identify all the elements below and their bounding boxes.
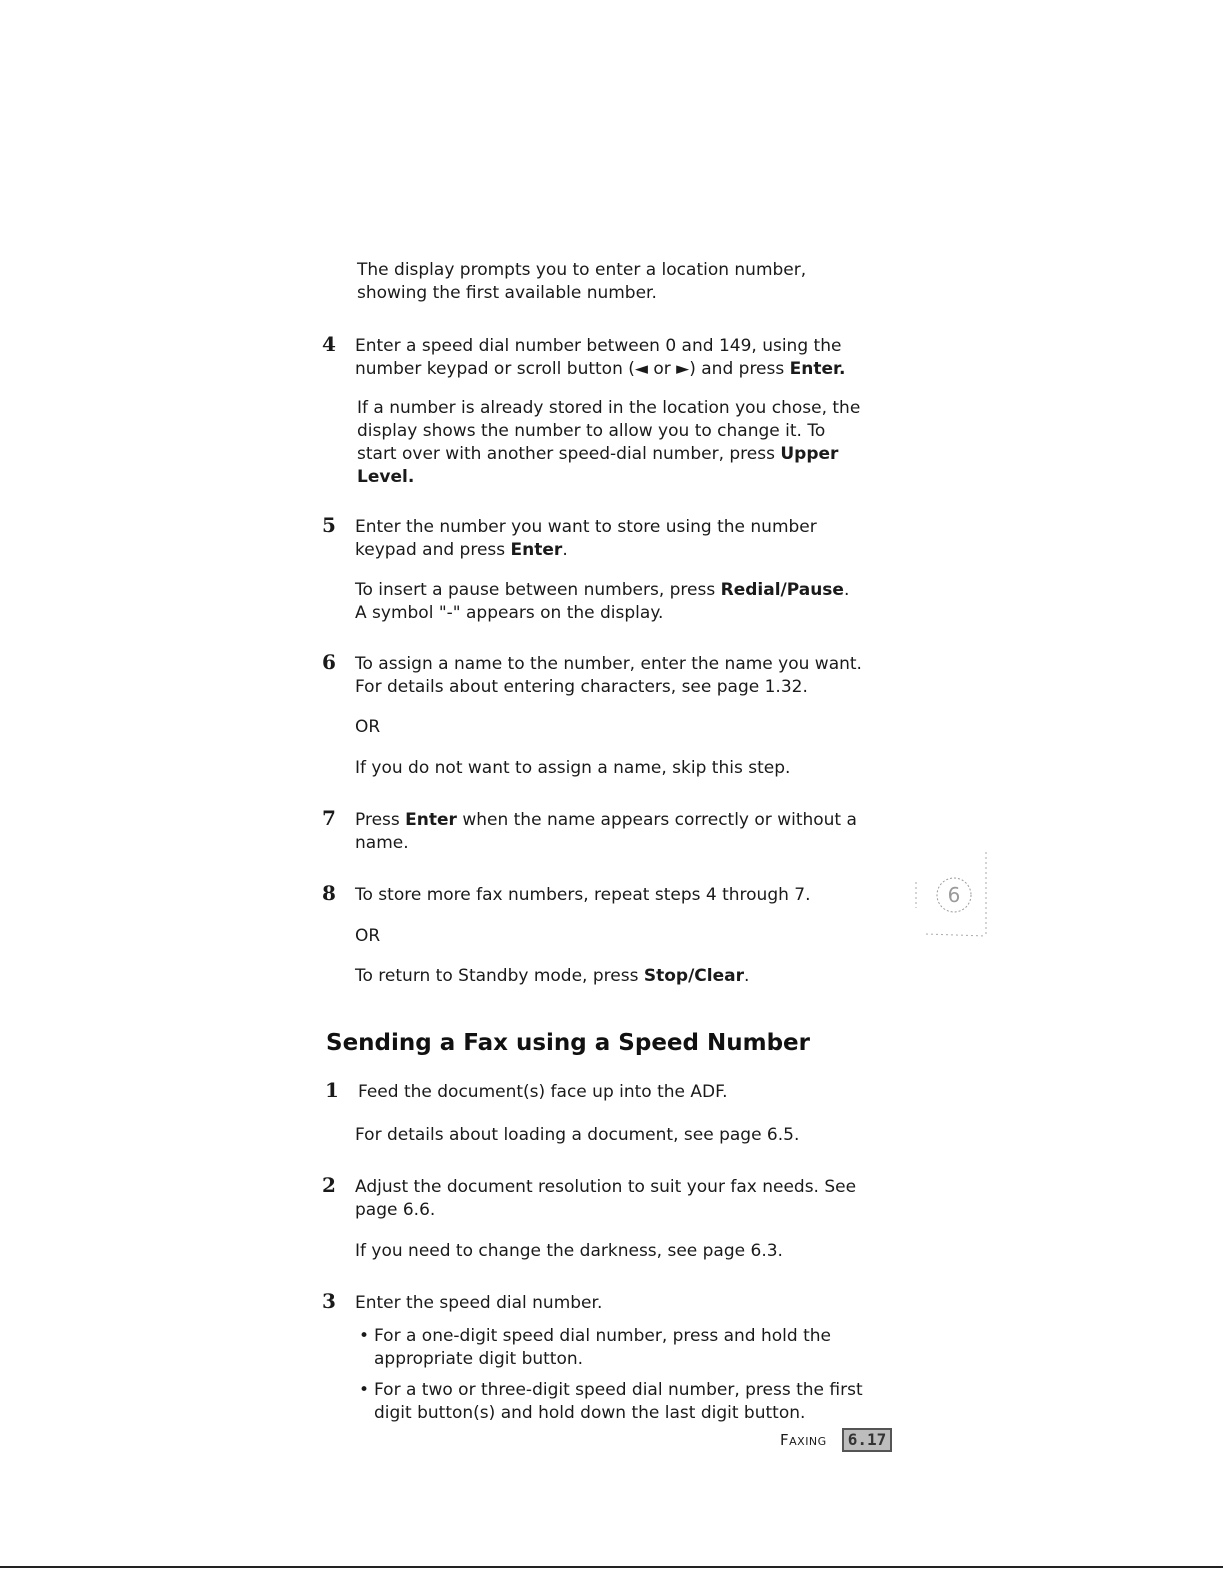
step-5-note: To insert a pause between numbers, press Redial/Pause. A symbol "-" appears on the display. <box>355 580 850 623</box>
step-number: 5 <box>322 513 336 537</box>
step-8-or: OR <box>355 926 381 946</box>
step-number: 1 <box>325 1078 339 1102</box>
step-number: 7 <box>322 806 336 830</box>
send-step-1: 1 Feed the document(s) face up into the ADF. <box>325 1078 728 1102</box>
step-5: 5 Enter the number you want to store using the number keypad and press Enter. <box>322 513 817 560</box>
step-4-note: If a number is already stored in the location you chose, the display shows the number to allow you to change it. To start over with another speed-dial number, press Upper Level. <box>357 398 861 487</box>
send-step-2: 2 Adjust the document resolution to suit your fax needs. See page 6.6. <box>322 1173 857 1220</box>
step-4: 4 Enter a speed dial number between 0 and 149, using the number keypad or scroll button (◄ or ►) and press Enter. <box>322 332 846 379</box>
chapter-tab-number: 6 <box>947 883 961 907</box>
bullet-dot: • <box>359 1326 370 1346</box>
intro-text: The display prompts you to enter a location number, showing the first available number. <box>357 260 807 303</box>
step-7: 7 Press Enter when the name appears correctly or without a name. <box>322 806 857 853</box>
step-8-note: To return to Standby mode, press Stop/Clear. <box>355 966 750 986</box>
chapter-tab-marker <box>912 850 992 940</box>
bullet-item: • For a two or three-digit speed dial number, press the first digit button(s) and hold down the last digit button. <box>359 1380 863 1423</box>
send-step-1-note: For details about loading a document, see page 6.5. <box>355 1125 800 1145</box>
send-step-3: 3 Enter the speed dial number. <box>322 1289 603 1313</box>
step-6-note: If you do not want to assign a name, skip this step. <box>355 758 791 778</box>
footer-section-label: Faxing <box>780 1431 827 1449</box>
step-number: 6 <box>322 650 336 674</box>
page-number-badge: 6.17 <box>842 1428 892 1452</box>
step-6-or: OR <box>355 717 381 737</box>
step-number: 3 <box>322 1289 336 1313</box>
send-step-2-note: If you need to change the darkness, see page 6.3. <box>355 1241 783 1261</box>
bullet-item: • For a one-digit speed dial number, press and hold the appropriate digit button. <box>359 1326 831 1369</box>
bullet-dot: • <box>359 1380 370 1400</box>
bottom-rule <box>0 1566 1223 1568</box>
section-title: Sending a Fax using a Speed Number <box>326 1030 810 1056</box>
step-6: 6 To assign a name to the number, enter the name you want. For details about entering characters, see page 1.32. <box>322 650 862 697</box>
step-8: 8 To store more fax numbers, repeat steps 4 through 7. <box>322 881 811 905</box>
step-number: 8 <box>322 881 336 905</box>
step-number: 4 <box>322 332 336 356</box>
step-number: 2 <box>322 1173 336 1197</box>
